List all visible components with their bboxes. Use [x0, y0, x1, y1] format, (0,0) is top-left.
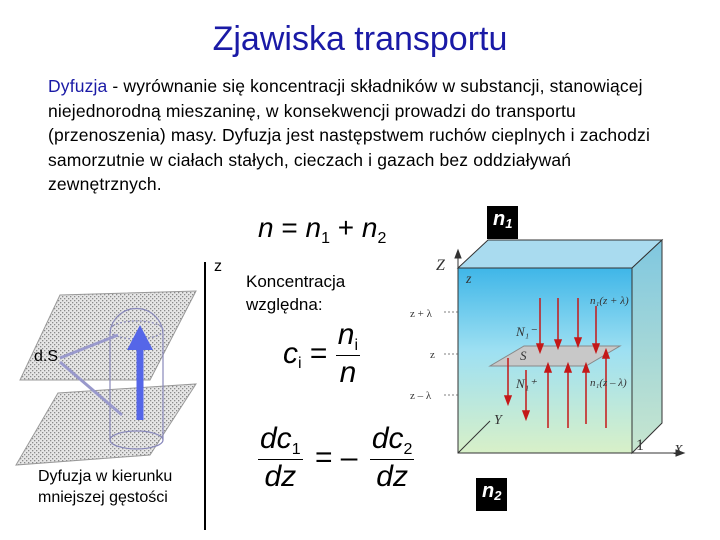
formula-n-sub2: 2 [377, 230, 387, 247]
box-n1-letter: n [493, 208, 506, 230]
intro-term: Dyfuzja [48, 76, 108, 96]
z-axis-label: z [214, 258, 222, 275]
relative-concentration-line-2: względna: [246, 295, 323, 314]
cube-tick-marks [444, 312, 458, 395]
formula-ci-num-sub: i [354, 337, 359, 354]
intro-text: - wyrównanie się koncentracji składników w substancji, stanowiącej niejednorodną mieszaninę, w konsekwencji prowadzi do transportu (przenoszenia) masy. Dyfuzja jest następstwem ruchów cieplnych i zachodzi samorzutnie w ciałach stałych, cieczach i gazach bez oddziaływań zewnętrznych. [48, 76, 650, 194]
cube-tick-z-plus: z + λ [410, 308, 432, 320]
formula-ci-num: n [337, 318, 355, 351]
cube-n1-label: n₁(z + λ) [590, 295, 629, 307]
cube-corner-1: 1 [636, 437, 644, 454]
caption-line-2: mniejszej gęstości [38, 489, 168, 506]
deriv-num1-sub: 1 [291, 441, 301, 458]
formula-n-sub1: 1 [321, 230, 330, 247]
formula-ci [283, 318, 360, 390]
cube-diagram [400, 228, 700, 468]
relative-concentration-line-1: Koncentracja [246, 272, 346, 291]
cube-S: S [520, 348, 527, 363]
cube-tick-z: z [430, 349, 435, 361]
page-title: Zjawiska transportu [212, 20, 508, 58]
formula-n-plus: + [337, 212, 355, 243]
box-n2 [476, 478, 507, 511]
box-n1-sub: 1 [505, 216, 513, 231]
deriv-num2-sub: 2 [403, 441, 413, 458]
cube-N-minus: N₁⁻ [516, 324, 537, 339]
diagram-caption [38, 466, 172, 508]
cube-top-face [458, 240, 662, 268]
box-n2-sub: 2 [494, 488, 502, 503]
formula-n-term2: n [361, 212, 378, 243]
deriv-eq: = – [314, 441, 358, 474]
deriv-fraction-1 [258, 422, 303, 494]
cube-side-face [632, 240, 662, 453]
formula-ci-lhs: c [283, 337, 298, 370]
cube-inner-z: z [466, 272, 472, 287]
cube-axis-Y: Y [494, 413, 502, 428]
formula-ci-lhs-sub: i [298, 354, 302, 372]
formula-ci-den: n [339, 356, 357, 389]
cube-n2-label: n₁(z – λ) [590, 377, 627, 389]
formula-ci-fraction [336, 318, 360, 390]
formula-n-term1: n [305, 212, 322, 243]
formula-n-lhs: n [258, 212, 274, 243]
lower-plane [16, 384, 196, 465]
relative-concentration-label [246, 270, 345, 316]
deriv-den1: dz [264, 460, 297, 493]
cube-axis-X: X [674, 443, 683, 458]
cube-N-plus: N₁⁺ [516, 376, 537, 391]
cube-axis-Z: Z [436, 257, 445, 274]
formula-ci-eq: = [309, 337, 328, 370]
cube-tick-z-minus: z – λ [410, 390, 432, 402]
intro-paragraph [48, 74, 688, 197]
deriv-den2: dz [376, 460, 408, 493]
formula-n [258, 212, 386, 248]
deriv-num2: dc [371, 422, 404, 455]
ds-label: d.S [34, 348, 59, 365]
deriv-num1: dc [260, 422, 292, 455]
formula-n-eq: = [281, 212, 298, 243]
caption-line-1: Dyfuzja w kierunku [38, 468, 173, 485]
upper-plane [20, 291, 196, 380]
box-n2-letter: n [482, 480, 495, 502]
formula-derivative [258, 422, 414, 494]
